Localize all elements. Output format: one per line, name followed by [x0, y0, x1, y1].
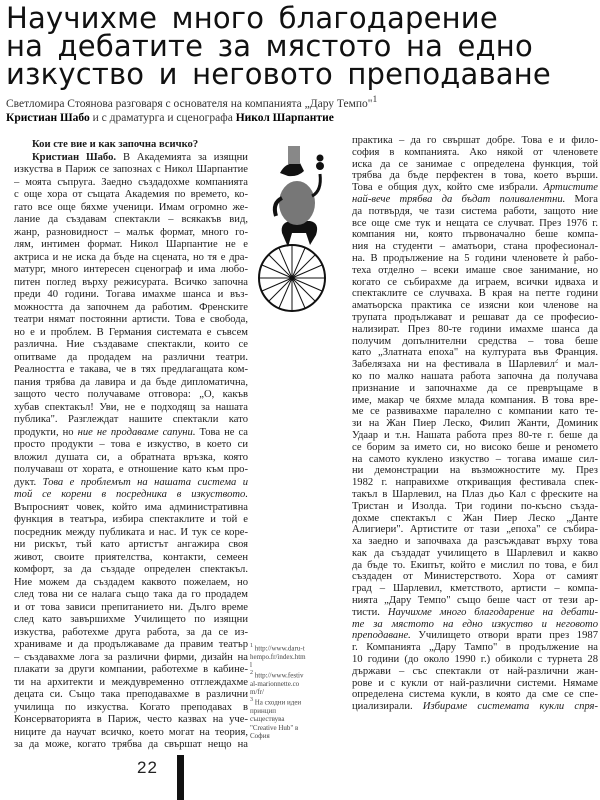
- text-segment: ха заедно и започваха да разсъждават върху това: [352, 536, 598, 548]
- text-segment: Училището отвори врати през 1987: [410, 630, 598, 642]
- text-line: [352, 135, 598, 147]
- text-line: [14, 352, 248, 365]
- text-segment: дукт.: [14, 476, 43, 488]
- title-line: на дебатите за мястото на едно: [6, 29, 533, 63]
- text-line: [14, 639, 248, 652]
- left-text-column: [14, 139, 248, 752]
- text-segment: децата си. Също така преподавахме в различни: [14, 689, 248, 700]
- text-segment: и мал-: [558, 359, 598, 371]
- text-line: [352, 548, 598, 560]
- text-segment: определена система кукли, в която да сме се спе-: [352, 689, 598, 701]
- text-line: [352, 182, 598, 194]
- text-segment: той се корени в посредника в изкуството.: [14, 489, 248, 500]
- text-line: [352, 336, 598, 348]
- text-segment: преди 40 години. Тогава имахме шанса и въз-: [14, 289, 248, 300]
- text-line: [14, 627, 248, 640]
- text-segment: живот, своите приятелства, контакти, семеен: [14, 551, 248, 563]
- text-segment: ти на архитекти и междувременно отглеждахме: [14, 676, 248, 688]
- text-segment: признание и започнахме да се превръщаме в: [352, 382, 598, 394]
- text-segment: теха отделно – всеки имаше свое занимание, но: [352, 264, 598, 276]
- text-line: [14, 439, 248, 452]
- text-line: [352, 501, 598, 513]
- text-segment: как да създадат училището в Шарлевил и какво: [352, 547, 598, 559]
- text-segment: зи на Жан Пиер Леско, Филип Жанти, Доминик: [352, 418, 598, 430]
- text-line: [352, 489, 598, 501]
- text-segment: рове и с кукли от най-различни системи. Нямаме: [352, 677, 598, 689]
- text-line: [352, 277, 598, 289]
- text-line: [352, 583, 598, 595]
- text-segment: такъл в Шарлевил, на Плаз дьо Кал с фреските на: [352, 488, 598, 500]
- text-segment: – създавахме лога за различни фирми, дизайн на: [14, 651, 248, 663]
- text-line: [14, 477, 248, 490]
- subtitle-text: Светломира Стоянова разговаря с основателя на компанията „Дару Темпо": [6, 97, 373, 110]
- interviewee-name: Никол Шарпантие: [235, 111, 334, 124]
- text-line: [352, 477, 598, 489]
- footnote: [250, 642, 306, 669]
- text-line: [352, 654, 598, 666]
- text-segment: жанр, разновидност – малък формат, много го-: [14, 226, 248, 238]
- footnote-number: 1: [250, 643, 253, 649]
- text-segment: Алигиери". Артистите от тази „епоха" се събира-: [352, 524, 598, 536]
- footnotes: [250, 642, 306, 740]
- text-line: [14, 539, 248, 552]
- text-segment: с още хора от същата Академия по времето, ко-: [14, 189, 248, 200]
- text-line: [14, 264, 248, 277]
- text-line: [14, 702, 248, 715]
- text-segment: да потвърдя, че тази система работи, защото ние: [352, 205, 598, 217]
- title-line: изкуство и неговото преподаване: [6, 57, 551, 91]
- text-line: [352, 442, 598, 454]
- text-line: [352, 607, 598, 619]
- text-line: [14, 564, 248, 577]
- text-segment: Забелязаха ни на фестивала в Шарлевил: [352, 359, 555, 371]
- text-segment: В Академията за изящни: [116, 151, 248, 163]
- text-segment: компания ни, която първоначално беше компа-: [352, 229, 598, 241]
- text-line: [14, 502, 248, 515]
- text-segment: Реалността е такава, че в тях предлагащата ком-: [14, 364, 248, 375]
- text-segment: създаден от Министерството. Хора от самият: [352, 571, 598, 583]
- text-line: [352, 229, 598, 241]
- text-segment: аматьорска практика се изясни кои членове на: [352, 300, 598, 312]
- text-line: [352, 371, 598, 383]
- unicycle-wheel-icon: [259, 245, 325, 311]
- text-segment: различна. Ние създаваме спектакли, които се: [14, 339, 248, 350]
- text-line: [14, 727, 248, 740]
- title-line: Научихме много благодарение: [6, 1, 498, 35]
- text-segment: но е и проблем. В Германия системата е съвсем: [14, 326, 248, 338]
- text-segment: преподаване.: [352, 630, 411, 642]
- text-line: [352, 524, 598, 536]
- text-line: [352, 170, 598, 182]
- text-segment: г. Компанията „Дару Тампо" в продължение на: [352, 642, 598, 654]
- text-segment: трупата продължават и решават да се професио-: [352, 311, 598, 323]
- footnote-ref: 1: [372, 94, 378, 105]
- text-line: [352, 513, 598, 525]
- text-segment: ме се развивахме паралелно с компании като те-: [352, 406, 598, 418]
- text-line: [352, 147, 598, 159]
- text-segment: нията „Дару Темпо" също беше част от тези ар-: [352, 595, 598, 607]
- page-number: 22: [137, 758, 158, 777]
- text-segment: иска да се занимае с определена функция, той: [352, 158, 598, 170]
- text-line: [14, 464, 248, 477]
- text-line: [352, 253, 598, 265]
- interviewee-name: Кристиан Шабо: [6, 111, 90, 124]
- text-line: [14, 277, 248, 290]
- text-line: [352, 619, 598, 631]
- right-text-column: [352, 135, 598, 713]
- text-segment: лям, интимен формат. Никол Шарпантие не е: [14, 239, 248, 250]
- text-segment: актриса и не иска да бъде на сцената, но тя е дра-: [14, 251, 248, 263]
- text-line: [14, 652, 248, 665]
- text-line: [14, 589, 248, 602]
- text-segment: Въпросният човек, който има административна: [14, 501, 248, 513]
- footnote-text: На сходни идеи принцип съществува "Creative Hub" в София: [250, 698, 302, 740]
- text-line: [352, 347, 598, 359]
- text-segment: ние не продаваме сапуни.: [77, 426, 196, 438]
- text-segment: Това е проблемът на нашата система и: [42, 476, 248, 488]
- text-segment: – моята съпруга. Заедно създадохме компанията: [14, 176, 248, 188]
- text-segment: за да може, когато трябва да свършат нещо на: [14, 739, 248, 750]
- text-segment: ниците да научат всичко, което могат на теория,: [14, 726, 248, 738]
- text-segment: Кристиан Шабо.: [32, 151, 117, 163]
- text-segment: посредник между публиката и нас. И тук се коре-: [14, 526, 248, 538]
- text-segment: на. В продължение на 5 години членовете ѝ рабо-: [352, 252, 598, 264]
- text-segment: практика – да го свършат добре. Това е и фило-: [352, 135, 598, 146]
- text-segment: и от това зависи препитанието ни. Дълго време: [14, 601, 248, 613]
- text-line: [14, 314, 248, 327]
- footnote-link[interactable]: http://www.daru-thempo.fr/index.html: [250, 644, 306, 669]
- text-line: [14, 214, 248, 227]
- text-segment: ния на студенти – аматьори, стана професионал-: [352, 241, 598, 253]
- text-line: [14, 327, 248, 340]
- footnote-number: 3: [250, 697, 253, 704]
- text-line: [14, 202, 248, 215]
- text-segment: защото често получаваме отговора: „О, какъв: [14, 389, 248, 400]
- text-segment: Мога: [565, 193, 598, 205]
- text-line: [14, 164, 248, 177]
- footnote-ref: 2: [554, 359, 559, 365]
- text-segment: лание да създавам спектакли – всякакъв вид,: [14, 214, 248, 225]
- text-line: [352, 595, 598, 607]
- text-segment: държави – със спектакли от най-различни жан-: [352, 665, 598, 677]
- text-line: [352, 194, 598, 206]
- text-line: [14, 177, 248, 190]
- article-subtitle: [6, 93, 377, 125]
- subtitle-text: и с драматурга и сценографа: [89, 111, 236, 124]
- page-edge-bar: [177, 755, 184, 800]
- text-line: [352, 159, 598, 171]
- text-line: [14, 402, 248, 415]
- footnote: [250, 669, 306, 696]
- text-line: [14, 377, 248, 390]
- text-segment: изкуства, работехме друга работа, за да се из-: [14, 626, 248, 638]
- text-line: [352, 571, 598, 583]
- text-line: [14, 664, 248, 677]
- text-line: [14, 239, 248, 252]
- text-line: [352, 288, 598, 300]
- text-segment: просто продукти – това е изкуство, в което си: [14, 439, 248, 450]
- text-line: [352, 218, 598, 230]
- text-segment: след това ни се налага също така да го продадем: [14, 589, 248, 600]
- text-segment: 1982 г. направихме откриващия фестивала спек-: [352, 477, 598, 489]
- text-segment: училища по изкуства. Когато преподавах в: [14, 701, 248, 713]
- text-line: [352, 642, 598, 654]
- text-segment: матург, много интересен сценограф и има любо-: [14, 264, 248, 275]
- text-line: [14, 289, 248, 302]
- text-segment: на самото куклено изкуство – тогава имаше сил-: [352, 453, 598, 465]
- footnote-link[interactable]: http://www.festival-marionnette.com/fr/: [250, 671, 304, 697]
- text-segment: хубав спектакъл! Уви, не е подходящ за нашата: [14, 401, 248, 413]
- text-line: [14, 252, 248, 265]
- text-segment: плакати за други компании, работехме в кабине-: [14, 664, 248, 675]
- puppet-figure-icon: [275, 146, 324, 247]
- text-segment: 10 години (до около 1990 г.) обиколи с турнета 28: [352, 654, 598, 666]
- text-line: [352, 689, 598, 701]
- text-segment: Това е общия дух, който сме избрали.: [352, 182, 544, 194]
- text-line: [352, 324, 598, 336]
- text-line: [352, 560, 598, 572]
- text-segment: когато се събирахме да играем, всички идваха и: [352, 276, 598, 288]
- text-segment: Ние можем да създадем каквото пожелаем, но: [14, 576, 248, 588]
- text-line: [352, 300, 598, 312]
- text-segment: вложил душата си, а обратната връзка, която: [14, 451, 248, 463]
- text-segment: Консерваторията в Париж, често казвах на уче-: [14, 714, 248, 725]
- footnote-number: 2: [250, 670, 253, 677]
- text-segment: храниваме и да продължаваме да правим театър: [14, 639, 248, 650]
- text-line: [14, 677, 248, 690]
- text-segment: софия в компанията. Ако някой от членовете: [352, 146, 598, 158]
- text-segment: град – Шарлевил, кметството, артисти – компа-: [352, 583, 598, 595]
- unicycle-puppet-illustration: [252, 138, 342, 318]
- text-segment: те за мястото на едно изкуство и неговото: [352, 618, 598, 630]
- text-line: [352, 701, 598, 713]
- text-segment: все още сме тук и нещата се случват. През 1976 г.: [352, 217, 598, 229]
- text-segment: да бъде то. Екипът, който е мислил по това, е бил: [352, 559, 598, 571]
- text-segment: ни рискът, тъй като артистът ангажира своя: [14, 539, 248, 550]
- text-line: [14, 339, 248, 352]
- text-segment: изкуства в Париж се запознах с Никол Шарпантие: [14, 164, 248, 175]
- text-segment: като „Златната епоха" на културата във Франция.: [352, 347, 598, 359]
- text-segment: Тристан и Изолда. Три години по-късно създа-: [352, 500, 598, 512]
- text-segment: опитваме да продадем на различни театри.: [14, 351, 248, 363]
- text-segment: театри нямат постоянни артисти. Това е свобода,: [14, 314, 248, 325]
- text-line: [352, 454, 598, 466]
- text-segment: нализират. През 80-те години имахме шанса да: [352, 323, 598, 335]
- text-line: [14, 689, 248, 702]
- text-segment: ко по малко нашата работа започна да получава: [352, 370, 598, 382]
- text-line: [352, 206, 598, 218]
- text-segment: тисти.: [352, 606, 388, 618]
- text-line: [352, 430, 598, 442]
- text-segment: Това не са: [195, 426, 248, 438]
- text-line: [14, 227, 248, 240]
- text-line: [14, 489, 248, 502]
- text-segment: най-вече трябва да бъдат поливалентни.: [352, 193, 566, 205]
- text-segment: дохме спектакъл с Жан Пиер Леско „Данте: [352, 512, 598, 524]
- footnote: [250, 696, 306, 740]
- text-line: [14, 552, 248, 565]
- text-line: [14, 189, 248, 202]
- text-segment: ни демонстрации на възможностите му. През: [352, 465, 598, 477]
- text-line: [352, 465, 598, 477]
- text-line: [352, 395, 598, 407]
- text-segment: гато все още бяхме ученици. Имам огромно же-: [14, 201, 248, 213]
- text-line: [14, 389, 248, 402]
- text-line: [14, 414, 248, 427]
- text-line: [352, 630, 598, 642]
- text-line: [14, 302, 248, 315]
- text-segment: пания трябва да лавира и да бъде дипломатична,: [14, 376, 248, 388]
- text-line: [14, 714, 248, 727]
- text-segment: Научихме много благодарение на дебати-: [387, 606, 598, 618]
- text-segment: получим допълнителни средства – това беше: [352, 335, 598, 347]
- text-line: [352, 359, 598, 371]
- text-line: [352, 383, 598, 395]
- text-line: [352, 678, 598, 690]
- text-line: [14, 527, 248, 540]
- text-segment: Кои сте вие и как започна всичко?: [32, 139, 199, 150]
- text-line: [14, 514, 248, 527]
- text-line: [352, 406, 598, 418]
- text-line: [352, 666, 598, 678]
- text-segment: се борим за името си, но високо беше и реномето: [352, 441, 598, 453]
- text-segment: можността да започнем да работим. Френските: [14, 301, 248, 313]
- text-segment: име, макар че бяхме млада компания. В това вре-: [352, 394, 598, 406]
- text-segment: трябва да бъде перфектен в това, което върши.: [352, 170, 598, 182]
- text-line: [352, 536, 598, 548]
- text-segment: Артистите: [543, 182, 598, 194]
- text-segment: функция в театъра, избира спектаклите и той е: [14, 514, 248, 525]
- text-line: [14, 139, 248, 152]
- text-line: [14, 452, 248, 465]
- article-title: [6, 1, 551, 91]
- text-line: [14, 364, 248, 377]
- text-segment: Удаар и т.н. Нашата работа през 80-те г. беше да: [352, 429, 598, 441]
- text-line: [14, 152, 248, 165]
- text-segment: спектаклите се случваха. В края на петте години: [352, 288, 598, 300]
- text-line: [14, 427, 248, 440]
- text-line: [14, 614, 248, 627]
- text-segment: циализирали.: [352, 701, 423, 713]
- text-line: [14, 577, 248, 590]
- text-line: [352, 418, 598, 430]
- text-line: [14, 739, 248, 752]
- text-segment: публика". Разглеждат нашите спектакли като: [14, 414, 248, 425]
- text-line: [352, 241, 598, 253]
- text-segment: комфорт, за да създаде определен спектакъл.: [14, 564, 248, 575]
- text-line: [14, 602, 248, 615]
- text-line: [352, 312, 598, 324]
- text-segment: след като завършихме Училището по изящни: [14, 614, 248, 625]
- text-segment: получаваш от хората, е отношение като към про-: [14, 464, 248, 475]
- text-segment: Избираме системата кукли спря-: [422, 701, 598, 713]
- text-line: [352, 265, 598, 277]
- text-segment: питен поглед върху режисурата. Всичко започна: [14, 276, 248, 288]
- text-segment: продукти, но: [14, 426, 78, 438]
